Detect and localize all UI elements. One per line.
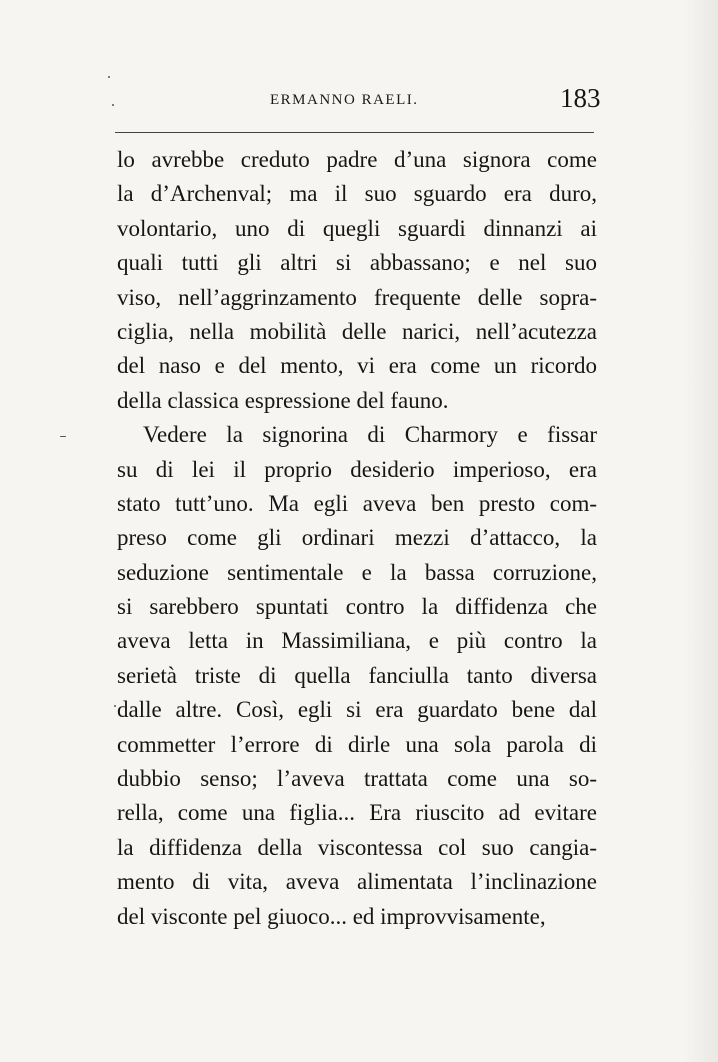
page-number: 183 — [560, 83, 601, 113]
text-line: preso come gli ordinari mezzi d’attacco, la — [117, 525, 597, 551]
text-line: lo avrebbe creduto padre d’una signora come — [117, 147, 597, 172]
paper-speck — [60, 436, 66, 437]
text-line: seduzione sentimentale e la bassa corruzione, — [117, 559, 597, 585]
text-line: dubbio senso; l’aveva trattata come una so- — [117, 766, 597, 792]
paragraph-end-line: della classica espressione del fauno. — [117, 387, 449, 413]
text-line: su di lei il proprio desiderio imperioso, era — [117, 456, 597, 482]
running-head-title: ERMANNO RAELI. — [270, 92, 419, 108]
text-line: rella, come una figlia... Era riuscito ad evitare — [117, 800, 597, 826]
text-line: mento di vita, aveva alimentata l’inclinazione — [117, 869, 597, 895]
text-line: del naso e del mento, vi era come un ricordo — [117, 353, 597, 379]
header-rule — [115, 132, 594, 133]
paragraph-start-line: Vedere la signorina di Charmory e fissar — [143, 422, 597, 448]
text-line: ciglia, nella mobilità delle narici, nell’acutezza — [117, 318, 597, 344]
text-line: volontario, uno di quegli sguardi dinnanzi ai — [117, 215, 597, 241]
paper-speck — [114, 705, 116, 707]
text-line: del visconte pel giuoco... ed improvvisamente, — [117, 903, 546, 929]
text-line: stato tutt’uno. Ma egli aveva ben presto com- — [117, 490, 597, 516]
paper-speck — [112, 104, 114, 106]
text-line: aveva letta in Massimiliana, e più contro la — [117, 628, 597, 654]
paper-speck — [108, 76, 110, 78]
text-line: dalle altre. Così, egli si era guardato bene dal — [117, 697, 597, 723]
text-line: la diffidenza della viscontessa col suo cangia- — [117, 834, 597, 860]
text-line: serietà triste di quella fanciulla tanto diversa — [117, 662, 597, 688]
body-text — [117, 143, 597, 934]
text-line: quali tutti gli altri si abbassano; e nel suo — [117, 250, 597, 276]
text-line: la d’Archenval; ma il suo sguardo era duro, — [117, 181, 597, 207]
text-line: viso, nell’aggrinzamento frequente delle sopra- — [117, 284, 597, 310]
text-line: si sarebbero spuntati contro la diffidenza che — [117, 594, 597, 620]
text-line: commetter l’errore di dirle una sola parola di — [117, 731, 597, 757]
